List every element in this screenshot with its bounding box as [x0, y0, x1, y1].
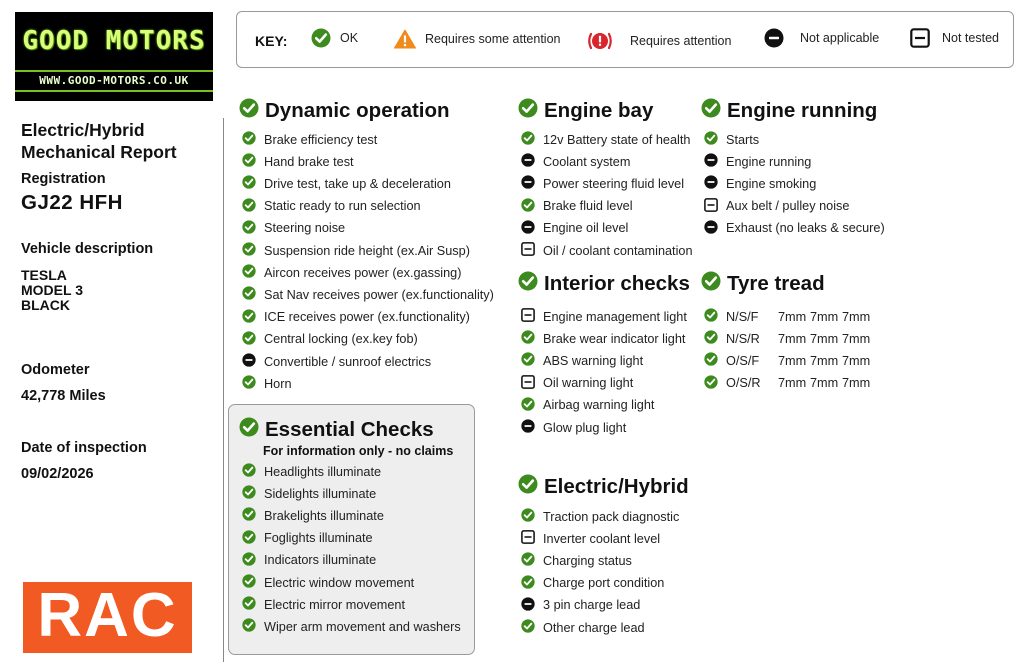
- ok-check-icon: [242, 463, 256, 480]
- dynamic-check-item: [242, 153, 354, 170]
- dynamic-check-item-label: Horn: [264, 376, 292, 391]
- dynamic-check-item: [242, 131, 377, 148]
- ok-check-icon: [242, 552, 256, 569]
- not-applicable-icon: [764, 28, 784, 48]
- electric-check-item-label: Charge port condition: [543, 576, 665, 591]
- tyre-depth-2: 7mm: [810, 376, 839, 391]
- essential-check-item-label: Brakelights illuminate: [264, 508, 384, 523]
- engine_running-check-item: [704, 220, 885, 237]
- engine_running-check-item: [704, 153, 811, 170]
- tyre-depth-3: 7mm: [842, 353, 871, 368]
- interior-section-title-text: Interior checks: [544, 272, 690, 295]
- interior-check-item-label: Brake wear indicator light: [543, 331, 686, 346]
- not-tested-icon: [521, 375, 535, 392]
- section-ok-check-icon: [518, 98, 538, 124]
- ok-check-icon: [704, 352, 718, 369]
- section-ok-check-icon: [701, 271, 721, 297]
- key-item-not-tested: [910, 28, 999, 48]
- essential-check-item: [242, 552, 376, 569]
- interior-check-item-label: Airbag warning light: [543, 398, 655, 413]
- interior-check-item: [521, 419, 626, 436]
- essential-check-item: [242, 507, 384, 524]
- ok-check-icon: [242, 574, 256, 591]
- engine_running-check-item: [704, 175, 816, 192]
- engine_bay-check-item: [521, 131, 690, 148]
- dynamic-check-item: [242, 242, 470, 259]
- tyre-position: N/S/F: [726, 309, 759, 324]
- engine_bay-check-item-label: Coolant system: [543, 154, 631, 169]
- odometer-label: Odometer: [21, 362, 90, 378]
- tyre-depth-2: 7mm: [810, 353, 839, 368]
- dynamic-check-item: [242, 220, 345, 237]
- report-title-line1: Electric/Hybrid: [21, 120, 145, 140]
- tyre-depth-3: 7mm: [842, 331, 871, 346]
- tyre-tread-row: [704, 330, 874, 347]
- not-applicable-icon: [521, 220, 535, 237]
- not-applicable-icon: [521, 175, 535, 192]
- engine_running-check-item-label: Engine smoking: [726, 176, 817, 191]
- electric-check-item-label: Other charge lead: [543, 620, 645, 635]
- ok-check-icon: [242, 220, 256, 237]
- essential-check-item-label: Foglights illuminate: [264, 531, 373, 546]
- key-item-not-applicable-label: Not applicable: [800, 31, 880, 45]
- section-ok-check-icon: [518, 474, 538, 500]
- section-ok-check-icon: [239, 417, 259, 443]
- tyre-depth-3: 7mm: [842, 376, 871, 391]
- ok-check-icon: [242, 530, 256, 547]
- column-divider: [223, 118, 224, 662]
- inspection-date-label: Date of inspection: [21, 440, 147, 456]
- rac-logo-text: RAC: [37, 580, 178, 650]
- key-item-not-applicable: [764, 28, 879, 48]
- interior-section-title: [518, 271, 690, 297]
- interior-check-item-label: Oil warning light: [543, 376, 634, 391]
- ok-check-icon: [704, 308, 718, 325]
- engine_running-check-item-label: Aux belt / pulley noise: [726, 199, 850, 214]
- engine_bay-check-item: [521, 220, 628, 237]
- vehicle-description-label: Vehicle description: [21, 241, 154, 257]
- dynamic-check-item: [242, 286, 494, 303]
- dynamic-check-item: [242, 264, 461, 281]
- tyre-tread-row: [704, 308, 874, 325]
- ok-check-icon: [242, 198, 256, 215]
- engine_running-check-item: [704, 198, 849, 215]
- electric-check-item-label: Inverter coolant level: [543, 531, 661, 546]
- electric-section-title-text: Electric/Hybrid: [544, 475, 689, 498]
- tyre-depth-1: 7mm: [778, 353, 807, 368]
- ok-check-icon: [242, 286, 256, 303]
- key-item-attention: [587, 28, 731, 54]
- interior-check-item-label: Engine management light: [543, 309, 687, 324]
- vehicle-colour: BLACK: [21, 297, 70, 313]
- essential-check-item-label: Headlights illuminate: [264, 464, 382, 479]
- tyre-depth-3: 7mm: [842, 309, 871, 324]
- ok-check-icon: [521, 352, 535, 369]
- ok-check-icon: [704, 375, 718, 392]
- interior-check-item: [521, 352, 643, 369]
- dynamic-check-item-label: ICE receives power (ex.functionality): [264, 310, 470, 325]
- dynamic-check-item-label: Brake efficiency test: [264, 132, 378, 147]
- electric-check-item: [521, 552, 632, 569]
- attention-exclamation-icon: [587, 28, 613, 54]
- rac-logo: [23, 582, 192, 653]
- essential-check-item: [242, 530, 373, 547]
- tyre-section-title-text: Tyre tread: [727, 272, 825, 295]
- good-motors-logo: [15, 12, 213, 101]
- ok-check-icon: [242, 618, 256, 635]
- dynamic-check-item: [242, 331, 418, 348]
- warning-triangle-icon: [394, 28, 416, 50]
- not-applicable-icon: [242, 353, 256, 370]
- ok-check-icon: [242, 131, 256, 148]
- ok-check-icon: [242, 175, 256, 192]
- dynamic-section-title: [239, 98, 450, 124]
- tyre-depth-1: 7mm: [778, 376, 807, 391]
- section-ok-check-icon: [518, 271, 538, 297]
- engine_bay-section-title-text: Engine bay: [544, 99, 654, 122]
- tyre-tread-row: [704, 375, 874, 392]
- vehicle-description: [21, 268, 83, 313]
- dynamic-check-item: [242, 175, 451, 192]
- interior-check-item: [521, 308, 687, 325]
- ok-check-icon: [242, 309, 256, 326]
- electric-check-item: [521, 619, 645, 636]
- section-ok-check-icon: [701, 98, 721, 124]
- essential-check-item: [242, 618, 461, 635]
- vehicle-model: MODEL 3: [21, 282, 83, 298]
- essential-section-title-text: Essential Checks: [265, 418, 434, 441]
- registration-label: Registration: [21, 171, 106, 187]
- dynamic-section-title-text: Dynamic operation: [265, 99, 450, 122]
- dynamic-check-item-label: Aircon receives power (ex.gassing): [264, 265, 462, 280]
- tyre-position: N/S/R: [726, 331, 760, 346]
- engine_bay-check-item-label: Oil / coolant contamination: [543, 243, 693, 258]
- not-applicable-icon: [521, 597, 535, 614]
- engine_bay-check-item-label: Power steering fluid level: [543, 176, 685, 191]
- electric-check-item: [521, 530, 660, 547]
- interior-check-item: [521, 397, 654, 414]
- ok-check-icon: [521, 575, 535, 592]
- dynamic-check-item: [242, 375, 292, 392]
- electric-check-item-label: 3 pin charge lead: [543, 598, 641, 613]
- dynamic-check-item: [242, 198, 421, 215]
- essential-section-title: [239, 417, 434, 443]
- interior-check-item-label: Glow plug light: [543, 420, 627, 435]
- ok-check-icon: [242, 264, 256, 281]
- dynamic-check-item: [242, 309, 470, 326]
- electric-check-item: [521, 575, 664, 592]
- interior-check-item: [521, 330, 685, 347]
- key-item-ok-label: OK: [340, 31, 359, 45]
- essential-check-item: [242, 485, 376, 502]
- engine_bay-check-item-label: Engine oil level: [543, 221, 629, 236]
- engine_bay-check-item: [521, 198, 633, 215]
- electric-section-title: [518, 474, 689, 500]
- not-applicable-icon: [521, 153, 535, 170]
- electric-check-item: [521, 508, 679, 525]
- odometer-value: 42,778 Miles: [21, 388, 106, 404]
- logo-brand-text: GOOD MOTORS: [22, 26, 206, 56]
- dynamic-check-item-label: Static ready to run selection: [264, 199, 421, 214]
- dynamic-check-item-label: Sat Nav receives power (ex.functionality): [264, 287, 494, 302]
- dynamic-check-item-label: Hand brake test: [264, 154, 354, 169]
- tyre-depth-2: 7mm: [810, 331, 839, 346]
- ok-check-icon: [242, 242, 256, 259]
- dynamic-check-item-label: Steering noise: [264, 221, 346, 236]
- key-item-ok: [311, 28, 358, 48]
- report-title: [21, 119, 221, 163]
- essential-check-item: [242, 596, 405, 613]
- report-title-line2: Mechanical Report: [21, 142, 177, 162]
- engine_running-check-item-label: Engine running: [726, 154, 812, 169]
- ok-check-icon: [521, 330, 535, 347]
- tyre-depth-1: 7mm: [778, 331, 807, 346]
- ok-check-icon: [704, 330, 718, 347]
- engine_running-section-title-text: Engine running: [727, 99, 878, 122]
- ok-check-icon: [242, 596, 256, 613]
- not-tested-icon: [521, 242, 535, 259]
- vehicle-make: TESLA: [21, 267, 67, 283]
- essential-check-item-label: Sidelights illuminate: [264, 486, 377, 501]
- engine_running-check-item-label: Exhaust (no leaks & secure): [726, 221, 885, 236]
- key-item-some-attention-label: Requires some attention: [425, 32, 561, 46]
- not-tested-icon: [521, 530, 535, 547]
- electric-check-item-label: Charging status: [543, 553, 632, 568]
- ok-check-icon: [242, 507, 256, 524]
- inspection-date-value: 09/02/2026: [21, 466, 94, 482]
- ok-check-icon: [704, 131, 718, 148]
- ok-check-icon: [521, 552, 535, 569]
- tyre-section-title: [701, 271, 825, 297]
- engine_running-check-item-label: Starts: [726, 132, 760, 147]
- engine_running-check-item: [704, 131, 759, 148]
- key-label: KEY:: [255, 33, 288, 49]
- ok-check-icon: [242, 375, 256, 392]
- not-applicable-icon: [704, 153, 718, 170]
- essential-check-item-label: Indicators illuminate: [264, 553, 377, 568]
- ok-check-icon: [521, 198, 535, 215]
- status-key-legend: [236, 11, 1014, 68]
- essential-check-item-label: Electric mirror movement: [264, 597, 405, 612]
- not-applicable-icon: [704, 220, 718, 237]
- not-tested-icon: [910, 28, 930, 48]
- ok-check-icon: [242, 153, 256, 170]
- essential-check-item: [242, 574, 414, 591]
- essential-check-item: [242, 463, 381, 480]
- dynamic-check-item-label: Central locking (ex.key fob): [264, 332, 418, 347]
- essential-check-item-label: Wiper arm movement and washers: [264, 619, 461, 634]
- engine_bay-check-item-label: 12v Battery state of health: [543, 132, 691, 147]
- not-tested-icon: [704, 198, 718, 215]
- interior-check-item-label: ABS warning light: [543, 353, 644, 368]
- tyre-depth-1: 7mm: [778, 309, 807, 324]
- electric-check-item-label: Traction pack diagnostic: [543, 509, 680, 524]
- key-item-attention-label: Requires attention: [630, 34, 732, 48]
- engine_running-section-title: [701, 98, 877, 124]
- essential-checks-note: For information only - no claims: [263, 444, 454, 458]
- dynamic-check-item-label: Suspension ride height (ex.Air Susp): [264, 243, 470, 258]
- engine_bay-check-item: [521, 153, 630, 170]
- tyre-depth-2: 7mm: [810, 309, 839, 324]
- interior-check-item: [521, 375, 633, 392]
- dynamic-check-item-label: Drive test, take up & deceleration: [264, 176, 451, 191]
- logo-website: WWW.GOOD-MOTORS.CO.UK: [39, 74, 189, 87]
- ok-check-icon: [521, 131, 535, 148]
- electric-check-item: [521, 597, 640, 614]
- not-applicable-icon: [704, 175, 718, 192]
- engine_bay-check-item: [521, 175, 684, 192]
- section-ok-check-icon: [239, 98, 259, 124]
- tyre-position: O/S/F: [726, 353, 760, 368]
- ok-check-icon: [521, 619, 535, 636]
- ok-check-icon: [521, 508, 535, 525]
- ok-check-icon: [242, 485, 256, 502]
- registration-value: GJ22 HFH: [21, 191, 123, 214]
- ok-check-icon: [242, 331, 256, 348]
- ok-check-icon: [521, 397, 535, 414]
- essential-check-item-label: Electric window movement: [264, 575, 415, 590]
- engine_bay-check-item: [521, 242, 693, 259]
- tyre-tread-row: [704, 352, 874, 369]
- dynamic-check-item: [242, 353, 431, 370]
- tyre-position: O/S/R: [726, 376, 761, 391]
- key-item-some-attention: [394, 28, 561, 50]
- key-item-not-tested-label: Not tested: [942, 31, 999, 45]
- ok-check-icon: [311, 28, 331, 48]
- not-tested-icon: [521, 308, 535, 325]
- dynamic-check-item-label: Convertible / sunroof electrics: [264, 354, 432, 369]
- engine_bay-section-title: [518, 98, 653, 124]
- not-applicable-icon: [521, 419, 535, 436]
- engine_bay-check-item-label: Brake fluid level: [543, 199, 633, 214]
